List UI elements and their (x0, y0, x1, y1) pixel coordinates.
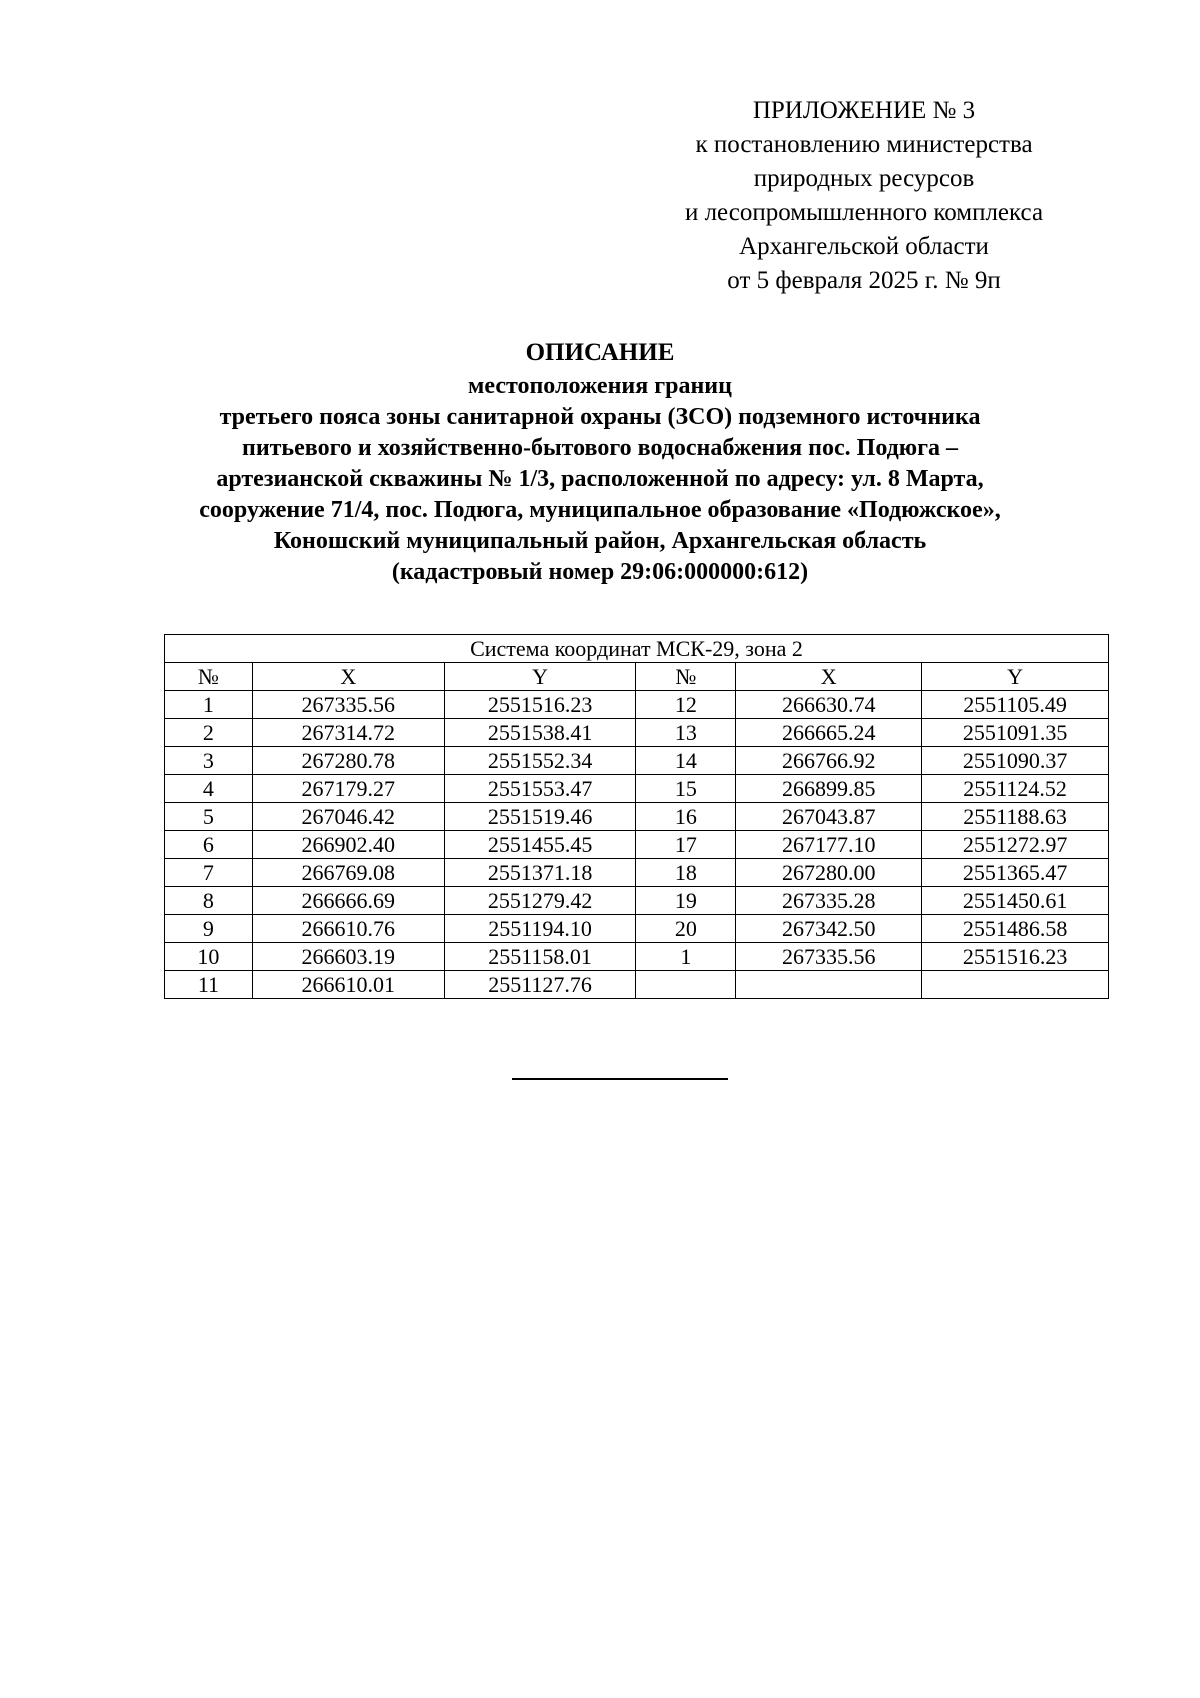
table-cell: 17 (636, 831, 736, 859)
annex-line: от 5 февраля 2025 г. № 9п (727, 267, 1001, 294)
table-cell: 18 (636, 859, 736, 887)
column-header: X (736, 663, 922, 691)
annex-header (600, 94, 1128, 298)
table-cell: 5 (165, 803, 253, 831)
column-header: Y (922, 663, 1109, 691)
table-cell: 4 (165, 775, 253, 803)
table-cell: 267335.28 (736, 887, 922, 915)
heading-line: (кадастровый номер 29:06:000000:612) (391, 559, 809, 585)
table-cell: 2551194.10 (444, 915, 636, 943)
table-cell: 266603.19 (252, 943, 444, 971)
table-cell: 8 (165, 887, 253, 915)
table-cell: 267335.56 (252, 691, 444, 719)
heading-line: третьего пояса зоны санитарной охраны (ЗСО) подземного источника (219, 404, 981, 430)
table-cell: 2551279.42 (444, 887, 636, 915)
heading-line: артезианской скважины № 1/3, расположенной по адресу: ул. 8 Марта, (216, 466, 984, 492)
table-cell: 1 (165, 691, 253, 719)
table-cell: 267179.27 (252, 775, 444, 803)
table-cell: 266769.08 (252, 859, 444, 887)
annex-line: к постановлению министерства (695, 131, 1033, 158)
table-header-row (165, 663, 1109, 691)
table-cell: 1 (636, 943, 736, 971)
table-cell: 9 (165, 915, 253, 943)
table-cell: 3 (165, 747, 253, 775)
table-row (165, 747, 1109, 775)
table-cell: 266766.92 (736, 747, 922, 775)
table-cell (736, 971, 922, 999)
annex-line: ПРИЛОЖЕНИЕ № 3 (752, 97, 976, 124)
table-cell: 2551365.47 (922, 859, 1109, 887)
table-cell: 15 (636, 775, 736, 803)
column-header: № (636, 663, 736, 691)
table-row (165, 719, 1109, 747)
table-cell: 266902.40 (252, 831, 444, 859)
table-row (165, 691, 1109, 719)
column-header: X (252, 663, 444, 691)
table-cell: 2551519.46 (444, 803, 636, 831)
table-cell: 2551486.58 (922, 915, 1109, 943)
table-cell: 2551105.49 (922, 691, 1109, 719)
table-cell: 266610.01 (252, 971, 444, 999)
table-row (165, 887, 1109, 915)
table-cell: 267046.42 (252, 803, 444, 831)
table-cell: 2551371.18 (444, 859, 636, 887)
heading-line: местоположения границ (468, 373, 732, 399)
table-cell: 2551450.61 (922, 887, 1109, 915)
table-row (165, 803, 1109, 831)
table-cell: 14 (636, 747, 736, 775)
document-title: ОПИСАНИЕ (525, 339, 675, 366)
table-body (165, 691, 1109, 999)
table-cell: 20 (636, 915, 736, 943)
column-header: Y (444, 663, 636, 691)
table-row (165, 859, 1109, 887)
table-cell: 6 (165, 831, 253, 859)
table-cell: 2551091.35 (922, 719, 1109, 747)
table-cell: 267280.00 (736, 859, 922, 887)
table-cell (922, 971, 1109, 999)
table-cell: 11 (165, 971, 253, 999)
annex-line: Архангельской области (739, 233, 989, 260)
table-cell: 2551553.47 (444, 775, 636, 803)
table-cell: 2551516.23 (444, 691, 636, 719)
table-cell: 16 (636, 803, 736, 831)
table-cell: 266630.74 (736, 691, 922, 719)
table-cell: 12 (636, 691, 736, 719)
table-caption-row (165, 635, 1109, 663)
table-cell: 2551090.37 (922, 747, 1109, 775)
table-cell: 2 (165, 719, 253, 747)
table-cell: 267043.87 (736, 803, 922, 831)
heading-line: сооружение 71/4, пос. Подюга, муниципальное образование «Подюжское», (199, 497, 1001, 523)
coordinates-table (164, 634, 1109, 999)
table-cell: 267335.56 (736, 943, 922, 971)
table-row (165, 943, 1109, 971)
table-cell: 266610.76 (252, 915, 444, 943)
table-cell: 266899.85 (736, 775, 922, 803)
table-cell: 2551516.23 (922, 943, 1109, 971)
table-cell: 2551188.63 (922, 803, 1109, 831)
table-cell: 2551127.76 (444, 971, 636, 999)
table-cell: 2551124.52 (922, 775, 1109, 803)
table-cell: 266665.24 (736, 719, 922, 747)
table-row (165, 971, 1109, 999)
table-cell: 2551272.97 (922, 831, 1109, 859)
annex-line: природных ресурсов (753, 165, 975, 192)
table-cell (636, 971, 736, 999)
table-cell: 2551455.45 (444, 831, 636, 859)
table-cell: 19 (636, 887, 736, 915)
document-heading (100, 336, 1100, 588)
table-cell: 267280.78 (252, 747, 444, 775)
table-cell: 2551158.01 (444, 943, 636, 971)
table-cell: 267342.50 (736, 915, 922, 943)
heading-line: питьевого и хозяйственно-бытового водоснабжения пос. Подюга – (241, 435, 958, 461)
table-cell: 7 (165, 859, 253, 887)
table-cell: 2551552.34 (444, 747, 636, 775)
table-row (165, 775, 1109, 803)
table-cell: 266666.69 (252, 887, 444, 915)
table-cell: 13 (636, 719, 736, 747)
table-cell: 2551538.41 (444, 719, 636, 747)
table-cell: 267177.10 (736, 831, 922, 859)
end-divider (512, 1078, 728, 1080)
heading-line: Коношский муниципальный район, Архангельская область (273, 528, 927, 554)
table-cell: 267314.72 (252, 719, 444, 747)
table-row (165, 831, 1109, 859)
column-header: № (165, 663, 253, 691)
table-cell: 10 (165, 943, 253, 971)
annex-line: и лесопромышленного комплекса (684, 199, 1044, 226)
table-caption: Система координат МСК-29, зона 2 (165, 635, 1109, 663)
table-row (165, 915, 1109, 943)
